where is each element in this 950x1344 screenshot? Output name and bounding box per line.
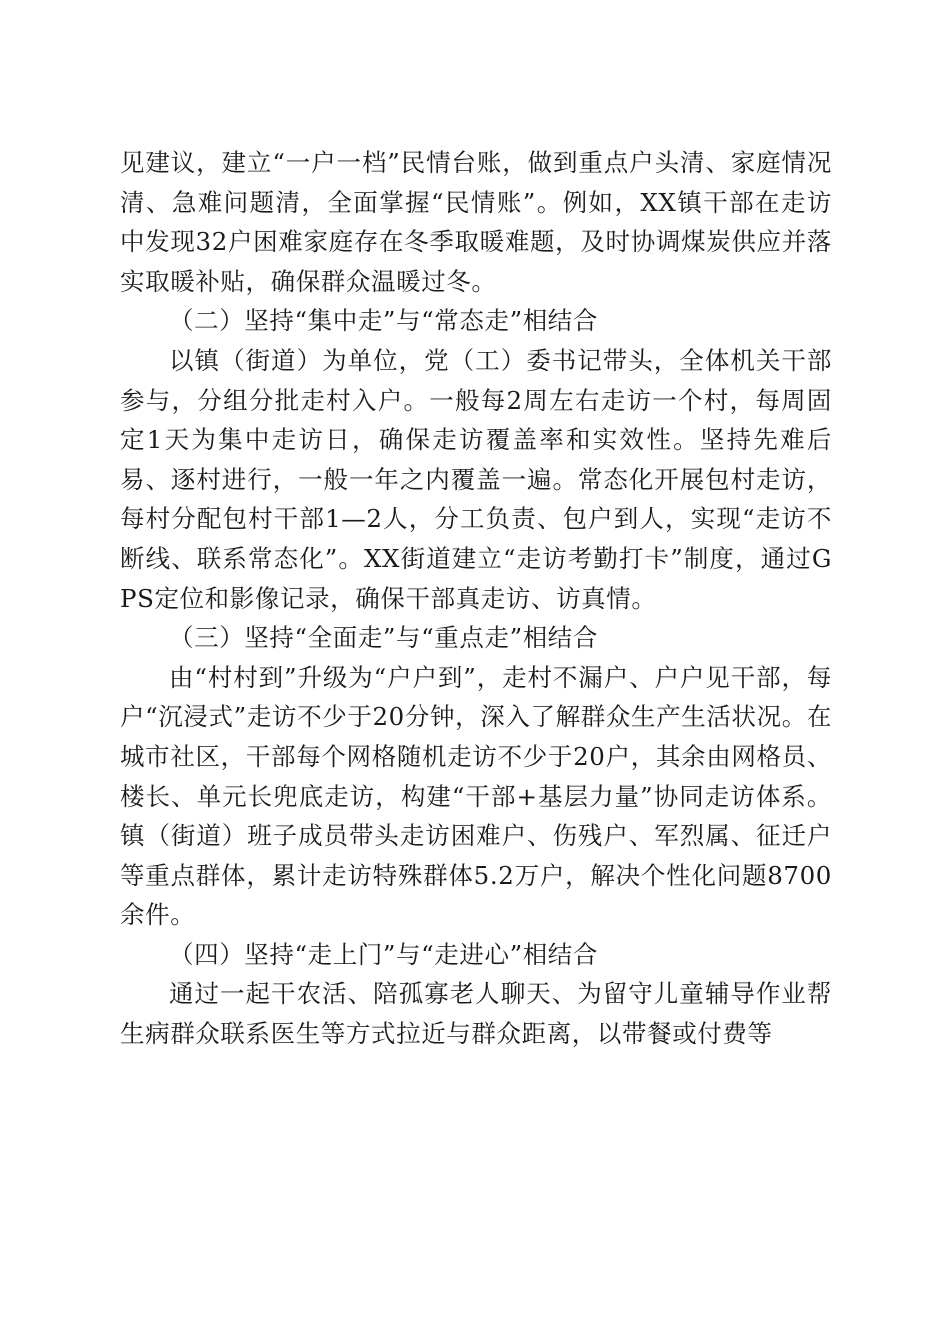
- paragraph-section-2: 以镇（街道）为单位，党（工）委书记带头，全体机关干部参与，分组分批走村入户。一般每2周左右走访一个村，每周固定1天为集中走访日，确保走访覆盖率和实效性。坚持先难后易、逐村进行，一般一年之内覆盖一遍。常态化开展包村走访，每村分配包村干部1—2人，分工负责、包户到人，实现“走访不断线、联系常态化”。XX街道建立“走访考勤打卡”制度，通过GPS定位和影像记录，确保干部真走访、访真情。: [120, 345, 832, 613]
- section-heading-2: （二）坚持“集中走”与“常态走”相结合: [169, 306, 598, 336]
- paragraph-section-4: 通过一起干农活、陪孤寡老人聊天、为留守儿童辅导作业帮生病群众联系医生等方式拉近与群众距离，以带餐或付费等: [120, 979, 832, 1049]
- section-heading-4: （四）坚持“走上门”与“走进心”相结合: [169, 939, 598, 969]
- paragraph-continued: 见建议，建立“一户一档”民情台账，做到重点户头清、家庭情况清、急难问题清，全面掌握“民情账”。例如，XX镇干部在走访中发现32户困难家庭存在冬季取暖难题，及时协调煤炭供应并落实取暖补贴，确保群众温暖过冬。: [120, 148, 832, 296]
- document-body: [120, 143, 832, 1054]
- paragraph-section-3: 由“村村到”升级为“户户到”，走村不漏户、户户见干部，每户“沉浸式”走访不少于20分钟，深入了解群众生产生活状况。在城市社区，干部每个网格随机走访不少于20户，其余由网格员、楼长、单元长兜底走访，构建“干部+基层力量”协同走访体系。镇（街道）班子成员带头走访困难户、伤残户、军烈属、征迁户等重点群体，累计走访特殊群体5.2万户，解决个性化问题8700余件。: [120, 662, 832, 930]
- section-heading-3: （三）坚持“全面走”与“重点走”相结合: [169, 623, 598, 653]
